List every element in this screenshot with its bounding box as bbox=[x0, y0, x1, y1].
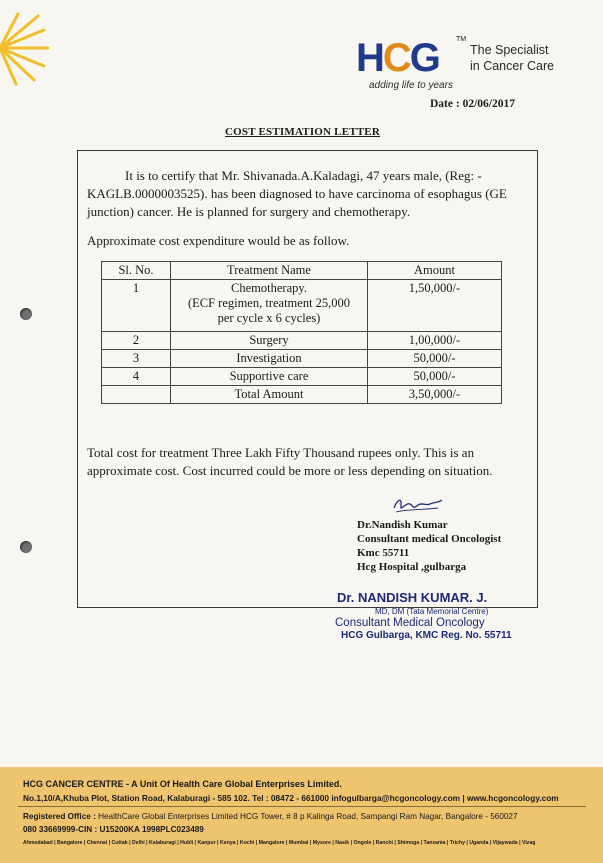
table-row bbox=[102, 332, 502, 350]
footer-registered-office: Registered Office : HealthCare Global Enterprises Limited HCG Tower, # 8 p Kalinga Road, Sampangi Ram Nagar, Bangalore - 560027 bbox=[23, 812, 518, 821]
header-treatment-name: Treatment Name bbox=[171, 262, 368, 280]
stamp-role: Consultant Medical Oncology bbox=[335, 617, 485, 629]
row-sl: 4 bbox=[102, 368, 171, 386]
hcg-logo bbox=[356, 36, 566, 94]
sunburst-icon bbox=[0, 8, 56, 88]
row-amount: 50,000/- bbox=[368, 368, 502, 386]
logo-tagline: The Specialist in Cancer Care bbox=[470, 43, 555, 73]
doctor-kmc: Kmc 55711 bbox=[357, 547, 410, 559]
row-sl: 2 bbox=[102, 332, 171, 350]
header-amount: Amount bbox=[368, 262, 502, 280]
logo-trademark: TM bbox=[456, 36, 467, 43]
footer-centre-name: HCG CANCER CENTRE - A Unit Of Health Care Global Enterprises Limited. bbox=[23, 779, 342, 789]
signature-block bbox=[357, 518, 501, 574]
header-sl-no: Sl. No. bbox=[102, 262, 171, 280]
table-row bbox=[102, 368, 502, 386]
footer-centre-address: No.1,10/A,Khuba Plot, Station Road, Kalaburagi - 585 102. Tel : 08472 - 661000 infogulbarga@hcgoncology.com | www.hcgoncology.com bbox=[23, 793, 559, 803]
total-label: Total Amount bbox=[171, 386, 368, 404]
closing-paragraph: Total cost for treatment Three Lakh Fifty Thousand rupees only. This is an approximate cost. Cost incurred could be more or less depending on situation. bbox=[87, 445, 493, 478]
table-row bbox=[102, 280, 502, 332]
doctor-name: Dr.Nandish Kumar bbox=[357, 519, 448, 531]
row-sl: 3 bbox=[102, 350, 171, 368]
row-treatment: Chemotherapy. (ECF regimen, treatment 25,000 per cycle x 6 cycles) bbox=[171, 280, 368, 332]
logo-slogan: adding life to years bbox=[369, 80, 453, 91]
stamp-name: Dr. NANDISH KUMAR. J. bbox=[337, 590, 488, 605]
punch-hole-top bbox=[20, 308, 32, 320]
total-amount: 3,50,000/- bbox=[368, 386, 502, 404]
cost-table bbox=[101, 261, 502, 404]
footer-cin: 080 33669999-CIN : U15200KA 1998PLC023489 bbox=[23, 825, 204, 834]
logo-wordmark: HCG bbox=[356, 36, 439, 80]
stamp-registration: HCG Gulbarga, KMC Reg. No. 55711 bbox=[341, 630, 512, 641]
footer-band bbox=[0, 767, 603, 863]
row-amount: 1,50,000/- bbox=[368, 280, 502, 332]
footer-divider bbox=[18, 806, 586, 807]
punch-hole-bottom bbox=[20, 541, 32, 553]
row-sl: 1 bbox=[102, 280, 171, 332]
footer-locations: Ahmedabad | Bangalore | Chennai | Cuttak | Delhi | Kalaburagi | Hubli | Kanpur | Kenya | Kochi | Mangalore | Mumbai | Mysore | Nasik | Ongole | Ranchi | Shimoga | Tanzania | Trichy | Uganda | Vijaywada | Vizag bbox=[23, 840, 536, 846]
row-treatment: Supportive care bbox=[171, 368, 368, 386]
certification-paragraph: It is to certify that Mr. Shivanada.A.Kaladagi, 47 years male, (Reg: - KAGLB.0000003525). has been diagnosed to have carcinoma of esophagus (GE junction) cancer. He is planned for surgery and chemotherapy. bbox=[87, 168, 507, 219]
table-row bbox=[102, 350, 502, 368]
row-treatment: Investigation bbox=[171, 350, 368, 368]
row-amount: 1,00,000/- bbox=[368, 332, 502, 350]
letter-title: COST ESTIMATION LETTER bbox=[225, 126, 380, 138]
doctor-designation: Consultant medical Oncologist bbox=[357, 533, 502, 545]
row-amount: 50,000/- bbox=[368, 350, 502, 368]
handwritten-signature bbox=[392, 494, 444, 516]
stamp-qualification: MD, DM (Tata Memorial Centre) bbox=[375, 607, 489, 616]
letter-date: Date : 02/06/2017 bbox=[430, 98, 515, 110]
table-total-row bbox=[102, 386, 502, 404]
table-header-row bbox=[102, 262, 502, 280]
expenditure-intro: Approximate cost expenditure would be as follow. bbox=[87, 233, 350, 248]
total-sl bbox=[102, 386, 171, 404]
doctor-hospital: Hcg Hospital ,gulbarga bbox=[357, 561, 467, 573]
row-treatment: Surgery bbox=[171, 332, 368, 350]
